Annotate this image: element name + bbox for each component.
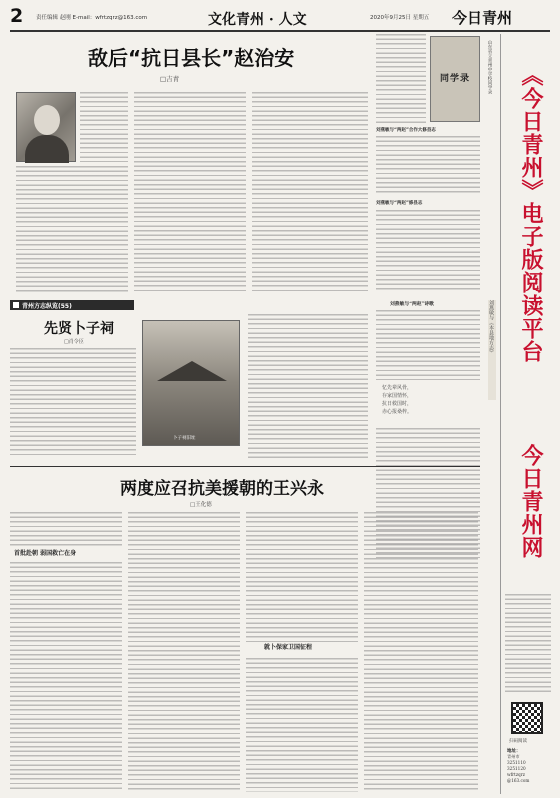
contact-block <box>507 748 551 784</box>
article2-col2 <box>248 314 368 458</box>
column-banner-icon <box>13 302 19 308</box>
column-banner <box>10 300 134 310</box>
poem-line-2: 存家国情怀， <box>382 393 413 399</box>
column-banner-label: 青州方志纵览(55) <box>22 303 72 310</box>
section-divider <box>10 466 480 467</box>
article2-col1 <box>10 348 136 458</box>
book-text-bottom <box>376 210 480 292</box>
book-cover-title: 同学录 <box>439 74 470 84</box>
contact-title: 地址： <box>507 749 521 754</box>
article3-col4 <box>364 512 478 792</box>
sidebar-slogan-2: 今日青州网 <box>518 444 543 559</box>
book-caption-1: 刘燕敏与“两赵”合作大修县志 <box>376 128 436 133</box>
shrine-caption: 卜子祠旧址 <box>173 436 196 441</box>
page-header <box>10 4 550 32</box>
article3-subhead-2: 就卜保家卫国征程 <box>264 644 313 651</box>
article-body-col4 <box>252 92 368 292</box>
contact-line-1: 青州市 <box>507 754 520 759</box>
article3-col3 <box>246 512 358 792</box>
book-cover-photo <box>430 36 480 122</box>
article3-byline: □王化德 <box>190 502 212 508</box>
issue-date: 2020年9月25日 星期五 <box>370 15 430 21</box>
header-rule <box>10 30 550 32</box>
contact-line-3: 3251120 <box>507 766 526 771</box>
article-body-col1 <box>16 166 128 292</box>
poem-line-4: 赤心报桑梓。 <box>382 409 413 415</box>
article-body-col2 <box>80 92 128 162</box>
calligraphy-text: 刘燕敏与《本县地方志》 <box>488 300 494 355</box>
shrine-roof-icon <box>157 361 227 381</box>
calligraphy-strip <box>488 300 496 400</box>
poem-title: 刘燕敏与“两赵”诗歌 <box>390 301 434 307</box>
contact-line-5: @163.com <box>507 778 530 783</box>
contact-line-4: wfrtzqrz <box>507 772 525 777</box>
poem-verses <box>382 384 474 424</box>
contact-line-2: 3251110 <box>507 760 526 765</box>
poem-body <box>376 310 480 380</box>
article-wang-xingyong <box>10 470 480 794</box>
portrait-body-icon <box>25 135 69 163</box>
sidebar-text <box>505 594 551 694</box>
shrine-photo <box>142 320 240 446</box>
poem-line-3: 抗日救国时， <box>382 401 413 407</box>
article-buzi-shrine <box>10 314 372 462</box>
poem-line-1: 忆先辈风骨， <box>382 385 413 391</box>
article-headline: 敌后“抗日县长”赵治安 <box>88 46 295 70</box>
article-zhao-zhian <box>10 34 372 296</box>
qr-code[interactable] <box>511 702 543 734</box>
editor-info: 责任编辑 赵刚 E-mail：wfrtzqrz@163.com <box>36 15 148 21</box>
section-title: 文化青州 · 人文 <box>208 12 307 28</box>
book-caption-2: 刘燕敏与“两赵”修县志 <box>376 201 423 206</box>
article2-byline: □肖令臣 <box>64 339 84 345</box>
portrait-photo <box>16 92 76 162</box>
masthead-logo: 今日青州 <box>452 9 513 27</box>
portrait-face-icon <box>34 105 60 135</box>
book-section <box>376 34 482 296</box>
page-number: 2 <box>10 5 24 27</box>
article3-headline: 两度应召抗美援朝的王兴永 <box>120 479 324 499</box>
sidebar-slogan-1: 《今日青州》电子版阅读平台 <box>518 64 543 363</box>
article3-subhead-1: 首批赴朝 弱国救亡在身 <box>14 550 77 557</box>
book-text-top <box>376 34 426 124</box>
qr-label: 扫码阅读 <box>509 739 527 744</box>
book-text-mid <box>376 136 480 196</box>
side-vertical-caption: 山东省立青州中学校同学录 <box>487 40 492 94</box>
article2-headline: 先贤卜子祠 <box>44 321 114 337</box>
article3-col2 <box>128 512 240 792</box>
right-sidebar <box>500 34 554 794</box>
article-body-col3 <box>134 92 246 292</box>
article-byline: □吉青 <box>160 75 180 83</box>
article3-col1 <box>10 512 122 792</box>
